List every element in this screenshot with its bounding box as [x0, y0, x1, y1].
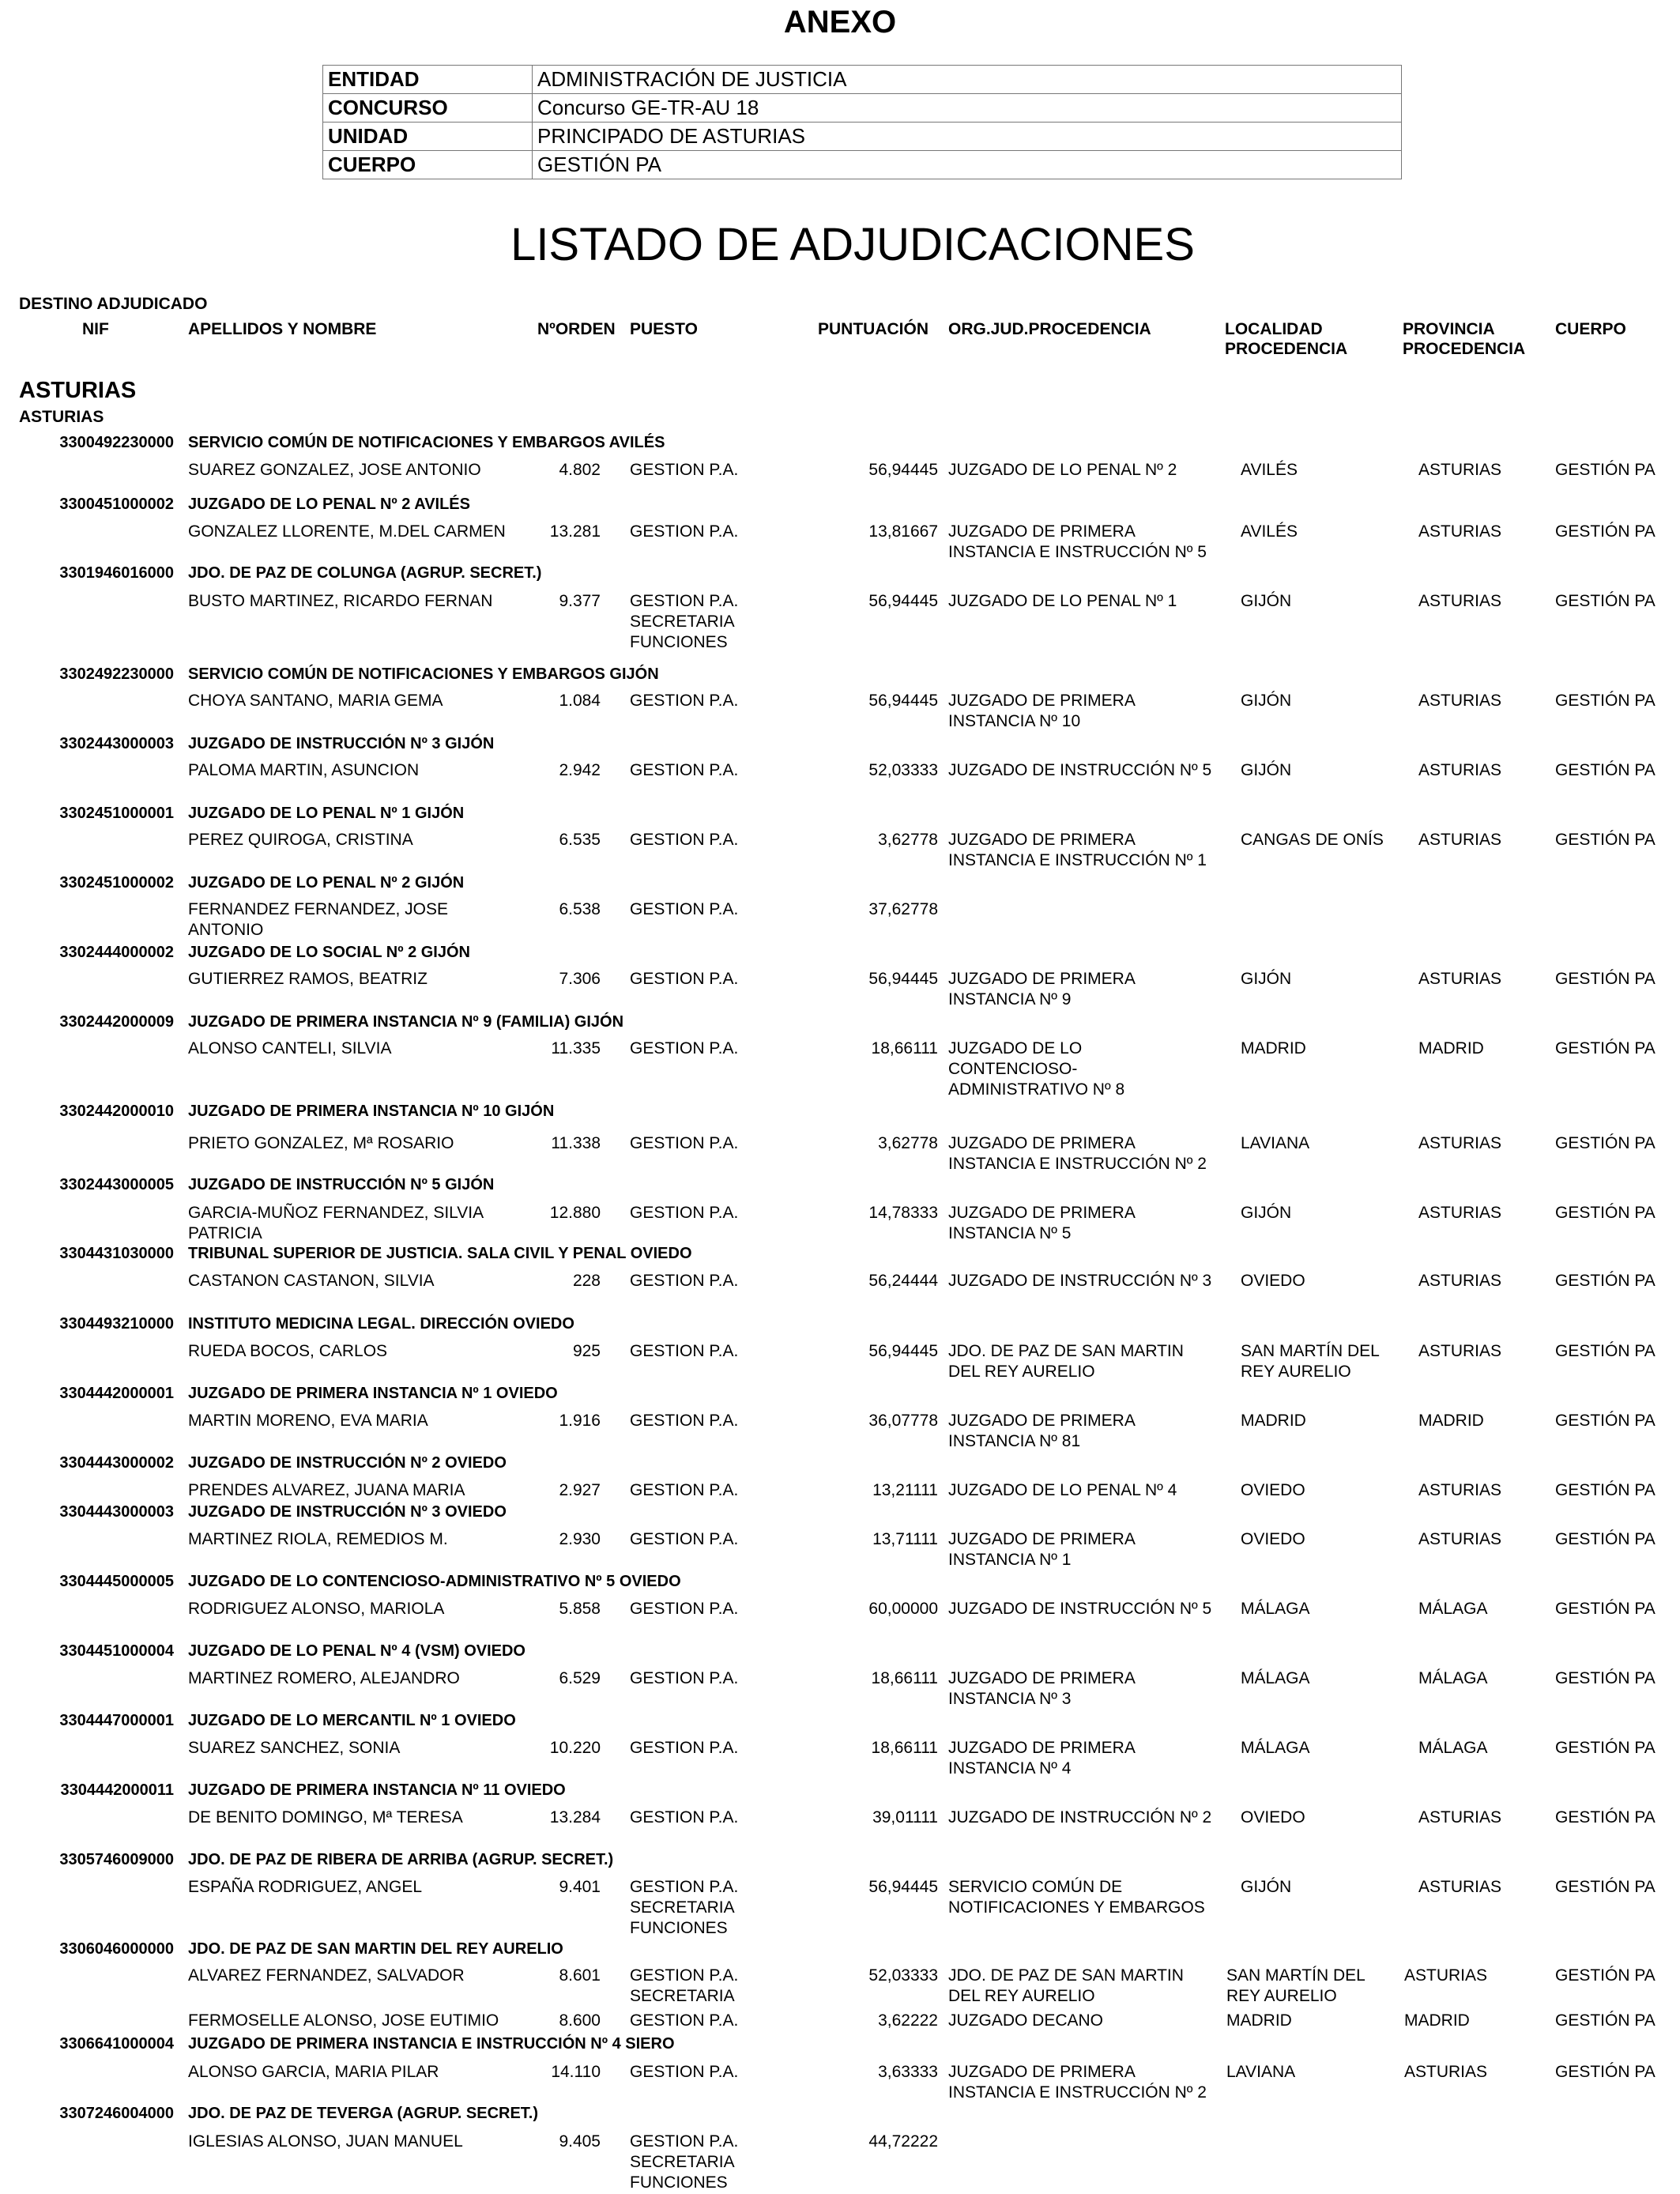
person-cuerpo: GESTIÓN PA	[1555, 831, 1656, 849]
person-name: GARCIA-MUÑOZ FERNANDEZ, SILVIA	[188, 1204, 484, 1222]
person-localidad: MADRID	[1241, 1412, 1306, 1430]
header-provincia	[1403, 319, 1525, 359]
person-puesto: GESTION P.A.	[630, 1272, 739, 1290]
person-orden: 9.401	[559, 1878, 601, 1896]
person-puesto: GESTION P.A.	[630, 1600, 739, 1618]
person-localidad: MÁLAGA	[1241, 1669, 1310, 1687]
person-cuerpo: GESTIÓN PA	[1555, 2011, 1656, 2030]
person-orden: 228	[572, 1272, 601, 1290]
person-org-procedencia: INSTANCIA E INSTRUCCIÓN Nº 2	[948, 2083, 1207, 2102]
person-orden: 4.802	[559, 461, 601, 479]
person-cuerpo: GESTIÓN PA	[1555, 1481, 1656, 1499]
record-destino: JUZGADO DE PRIMERA INSTANCIA Nº 11 OVIEDO	[188, 1781, 566, 1799]
person-cuerpo: GESTIÓN PA	[1555, 592, 1656, 610]
person-provincia: MADRID	[1418, 1039, 1484, 1057]
person-org-procedencia: JUZGADO DECANO	[948, 2011, 1104, 2030]
person-puntuacion: 14,78333	[868, 1204, 938, 1222]
person-org-procedencia: INSTANCIA Nº 9	[948, 990, 1072, 1008]
person-localidad: CANGAS DE ONÍS	[1241, 831, 1384, 849]
person-puesto: SECRETARIA	[630, 1987, 735, 2005]
record-destino: SERVICIO COMÚN DE NOTIFICACIONES Y EMBARGOS AVILÉS	[188, 434, 665, 451]
person-name: PRENDES ALVAREZ, JUANA MARIA	[188, 1481, 465, 1499]
person-org-procedencia: JUZGADO DE PRIMERA	[948, 2063, 1136, 2081]
person-orden: 2.942	[559, 761, 601, 779]
person-name: FERNANDEZ FERNANDEZ, JOSE	[188, 900, 449, 918]
header-nif: NIF	[82, 320, 109, 338]
person-cuerpo: GESTIÓN PA	[1555, 1204, 1656, 1222]
person-puntuacion: 3,62222	[878, 2011, 938, 2030]
person-cuerpo: GESTIÓN PA	[1555, 1412, 1656, 1430]
person-org-procedencia: JUZGADO DE PRIMERA	[948, 522, 1136, 541]
record-code: 3302451000001	[59, 805, 174, 822]
person-localidad: OVIEDO	[1241, 1808, 1305, 1826]
record-code: 3302451000002	[59, 874, 174, 892]
person-name: SUAREZ GONZALEZ, JOSE ANTONIO	[188, 461, 481, 479]
person-localidad: REY AURELIO	[1226, 1987, 1337, 2005]
person-puntuacion: 36,07778	[868, 1412, 938, 1430]
person-cuerpo: GESTIÓN PA	[1555, 1669, 1656, 1687]
person-org-procedencia: JUZGADO DE PRIMERA	[948, 1669, 1136, 1687]
person-puesto: GESTION P.A.	[630, 1739, 739, 1757]
person-orden: 6.529	[559, 1669, 601, 1687]
person-cuerpo: GESTIÓN PA	[1555, 1808, 1656, 1826]
person-cuerpo: GESTIÓN PA	[1555, 1878, 1656, 1896]
header-orden: NºORDEN	[537, 320, 616, 338]
person-cuerpo: GESTIÓN PA	[1555, 1272, 1656, 1290]
person-puntuacion: 3,62778	[878, 831, 938, 849]
person-localidad: MADRID	[1226, 2011, 1292, 2030]
info-label: CUERPO	[323, 151, 533, 179]
person-puntuacion: 56,24444	[868, 1272, 938, 1290]
subregion-heading: ASTURIAS	[19, 408, 104, 426]
person-org-procedencia: JDO. DE PAZ DE SAN MARTIN	[948, 1342, 1184, 1360]
header-destino: DESTINO ADJUDICADO	[19, 295, 208, 313]
record-destino: JUZGADO DE LO PENAL Nº 1 GIJÓN	[188, 805, 465, 822]
person-localidad: OVIEDO	[1241, 1530, 1305, 1548]
record-code: 3302443000005	[59, 1176, 174, 1193]
person-org-procedencia: JUZGADO DE PRIMERA	[948, 1412, 1136, 1430]
person-name: BUSTO MARTINEZ, RICARDO FERNAN	[188, 592, 493, 610]
info-row	[323, 123, 1402, 151]
person-puntuacion: 3,62778	[878, 1134, 938, 1152]
person-org-procedencia: JUZGADO DE INSTRUCCIÓN Nº 5	[948, 761, 1212, 779]
list-title: LISTADO DE ADJUDICACIONES	[510, 219, 1195, 270]
person-orden: 7.306	[559, 970, 601, 988]
person-org-procedencia: JUZGADO DE PRIMERA	[948, 1739, 1136, 1757]
person-puesto: GESTION P.A.	[630, 761, 739, 779]
person-name: PRIETO GONZALEZ, Mª ROSARIO	[188, 1134, 454, 1152]
header-provincia-line: PROCEDENCIA	[1403, 340, 1526, 358]
person-puesto: GESTION P.A.	[630, 1808, 739, 1826]
person-puntuacion: 18,66111	[871, 1669, 938, 1687]
record-code: 3306641000004	[59, 2035, 174, 2053]
person-puesto: GESTION P.A.	[630, 1204, 739, 1222]
header-localidad	[1225, 319, 1347, 359]
person-provincia: ASTURIAS	[1418, 1272, 1502, 1290]
person-name: MARTIN MORENO, EVA MARIA	[188, 1412, 428, 1430]
person-puesto: SECRETARIA	[630, 1898, 735, 1917]
record-code: 3304442000001	[59, 1385, 174, 1402]
person-provincia: ASTURIAS	[1418, 1204, 1502, 1222]
person-provincia: MADRID	[1404, 2011, 1470, 2030]
header-org: ORG.JUD.PROCEDENCIA	[948, 320, 1151, 338]
person-orden: 10.220	[549, 1739, 601, 1757]
person-puesto: GESTION P.A.	[630, 1878, 739, 1896]
record-code: 3300451000002	[59, 496, 174, 513]
person-puesto: GESTION P.A.	[630, 2011, 739, 2030]
person-localidad: GIJÓN	[1241, 761, 1292, 779]
person-orden: 6.535	[559, 831, 601, 849]
region-heading: ASTURIAS	[19, 378, 137, 403]
person-puesto: GESTION P.A.	[630, 1530, 739, 1548]
record-destino: JDO. DE PAZ DE COLUNGA (AGRUP. SECRET.)	[188, 564, 542, 582]
person-puntuacion: 56,94445	[868, 970, 938, 988]
person-orden: 12.880	[549, 1204, 601, 1222]
person-provincia: ASTURIAS	[1418, 1342, 1502, 1360]
record-destino: JUZGADO DE LO MERCANTIL Nº 1 OVIEDO	[188, 1712, 516, 1729]
person-provincia: ASTURIAS	[1418, 692, 1502, 710]
person-org-procedencia: JUZGADO DE PRIMERA	[948, 1204, 1136, 1222]
person-orden: 8.601	[559, 1966, 601, 1985]
person-localidad: SAN MARTÍN DEL	[1226, 1966, 1365, 1985]
person-localidad: AVILÉS	[1241, 461, 1298, 479]
info-row	[323, 94, 1402, 123]
person-name: PATRICIA	[188, 1224, 262, 1242]
person-name: GONZALEZ LLORENTE, M.DEL CARMEN	[188, 522, 506, 541]
record-destino: JUZGADO DE PRIMERA INSTANCIA Nº 10 GIJÓN	[188, 1103, 555, 1120]
record-destino: JUZGADO DE PRIMERA INSTANCIA Nº 1 OVIEDO	[188, 1385, 558, 1402]
person-org-procedencia: JUZGADO DE PRIMERA	[948, 1530, 1136, 1548]
record-code: 3305746009000	[59, 1851, 174, 1868]
person-localidad: LAVIANA	[1226, 2063, 1296, 2081]
info-table	[322, 65, 1402, 179]
record-code: 3304442000011	[60, 1781, 174, 1799]
person-org-procedencia: INSTANCIA Nº 5	[948, 1224, 1072, 1242]
person-puntuacion: 39,01111	[872, 1808, 938, 1826]
person-localidad: MÁLAGA	[1241, 1739, 1310, 1757]
record-destino: JDO. DE PAZ DE RIBERA DE ARRIBA (AGRUP. SECRET.)	[188, 1851, 614, 1868]
person-provincia: ASTURIAS	[1418, 522, 1502, 541]
info-row	[323, 151, 1402, 179]
person-puesto: GESTION P.A.	[630, 1412, 739, 1430]
person-puesto: GESTION P.A.	[630, 831, 739, 849]
person-localidad: REY AURELIO	[1241, 1363, 1351, 1381]
person-orden: 2.930	[559, 1530, 601, 1548]
person-puntuacion: 56,94445	[868, 1342, 938, 1360]
person-name: MARTINEZ RIOLA, REMEDIOS M.	[188, 1530, 448, 1548]
person-orden: 9.405	[559, 2132, 601, 2151]
person-provincia: ASTURIAS	[1418, 1808, 1502, 1826]
person-cuerpo: GESTIÓN PA	[1555, 461, 1656, 479]
info-label: CONCURSO	[323, 94, 533, 123]
info-label: UNIDAD	[323, 123, 533, 151]
person-cuerpo: GESTIÓN PA	[1555, 1342, 1656, 1360]
person-provincia: ASTURIAS	[1418, 970, 1502, 988]
person-puesto: GESTION P.A.	[630, 970, 739, 988]
record-destino: JUZGADO DE LO PENAL Nº 4 (VSM) OVIEDO	[188, 1642, 525, 1660]
header-puntuacion: PUNTUACIÓN	[818, 320, 929, 338]
person-provincia: ASTURIAS	[1418, 1878, 1502, 1896]
person-org-procedencia: INSTANCIA E INSTRUCCIÓN Nº 1	[948, 851, 1207, 869]
person-provincia: ASTURIAS	[1418, 831, 1502, 849]
person-localidad: LAVIANA	[1241, 1134, 1310, 1152]
page-title: ANEXO	[783, 5, 897, 40]
person-name: MARTINEZ ROMERO, ALEJANDRO	[188, 1669, 460, 1687]
person-puntuacion: 52,03333	[868, 761, 938, 779]
person-localidad: MADRID	[1241, 1039, 1306, 1057]
record-destino: JDO. DE PAZ DE TEVERGA (AGRUP. SECRET.)	[188, 2105, 539, 2122]
record-destino: JUZGADO DE LO CONTENCIOSO-ADMINISTRATIVO Nº 5 OVIEDO	[188, 1573, 681, 1590]
person-orden: 925	[572, 1342, 601, 1360]
record-destino: JUZGADO DE LO SOCIAL Nº 2 GIJÓN	[188, 944, 470, 961]
person-puesto: GESTION P.A.	[630, 692, 739, 710]
record-destino: JUZGADO DE INSTRUCCIÓN Nº 3 OVIEDO	[188, 1503, 507, 1521]
person-puntuacion: 44,72222	[868, 2132, 938, 2151]
person-org-procedencia: INSTANCIA Nº 10	[948, 712, 1081, 730]
person-puntuacion: 56,94445	[868, 692, 938, 710]
person-orden: 1.916	[559, 1412, 601, 1430]
person-org-procedencia: JUZGADO DE PRIMERA	[948, 831, 1136, 849]
person-puesto: FUNCIONES	[630, 1919, 728, 1937]
info-value: GESTIÓN PA	[533, 151, 1402, 179]
person-puesto: GESTION P.A.	[630, 2132, 739, 2151]
record-code: 3307246004000	[59, 2105, 174, 2122]
person-puesto: GESTION P.A.	[630, 1342, 739, 1360]
person-org-procedencia: JUZGADO DE INSTRUCCIÓN Nº 3	[948, 1272, 1212, 1290]
person-puntuacion: 13,81667	[868, 522, 938, 541]
person-puesto: GESTION P.A.	[630, 461, 739, 479]
person-puntuacion: 37,62778	[868, 900, 938, 918]
person-puntuacion: 13,21111	[872, 1481, 938, 1499]
person-orden: 2.927	[559, 1481, 601, 1499]
person-puntuacion: 3,63333	[878, 2063, 938, 2081]
person-org-procedencia: JUZGADO DE PRIMERA	[948, 692, 1136, 710]
person-org-procedencia: INSTANCIA Nº 1	[948, 1551, 1072, 1569]
person-puesto: GESTION P.A.	[630, 900, 739, 918]
record-destino: JUZGADO DE INSTRUCCIÓN Nº 3 GIJÓN	[188, 735, 495, 752]
person-provincia: MÁLAGA	[1418, 1739, 1488, 1757]
person-orden: 11.335	[551, 1039, 601, 1057]
person-puntuacion: 56,94445	[868, 1878, 938, 1896]
record-code: 3302442000009	[59, 1013, 174, 1031]
record-code: 3304451000004	[59, 1642, 174, 1660]
header-puesto: PUESTO	[630, 320, 698, 338]
person-puntuacion: 52,03333	[868, 1966, 938, 1985]
record-destino: JUZGADO DE PRIMERA INSTANCIA Nº 9 (FAMILIA) GIJÓN	[188, 1013, 624, 1031]
person-orden: 9.377	[559, 592, 601, 610]
person-puntuacion: 18,66111	[871, 1039, 938, 1057]
person-name: CHOYA SANTANO, MARIA GEMA	[188, 692, 443, 710]
person-name: CASTANON CASTANON, SILVIA	[188, 1272, 435, 1290]
person-localidad: GIJÓN	[1241, 970, 1292, 988]
person-org-procedencia: JUZGADO DE LO PENAL Nº 4	[948, 1481, 1177, 1499]
record-destino: JDO. DE PAZ DE SAN MARTIN DEL REY AURELIO	[188, 1940, 563, 1958]
person-puntuacion: 18,66111	[871, 1739, 938, 1757]
person-org-procedencia: JUZGADO DE LO PENAL Nº 1	[948, 592, 1177, 610]
person-puesto: GESTION P.A.	[630, 1134, 739, 1152]
person-org-procedencia: JUZGADO DE PRIMERA	[948, 1134, 1136, 1152]
record-destino: INSTITUTO MEDICINA LEGAL. DIRECCIÓN OVIEDO	[188, 1315, 574, 1333]
person-cuerpo: GESTIÓN PA	[1555, 522, 1656, 541]
person-provincia: ASTURIAS	[1418, 461, 1502, 479]
person-org-procedencia: INSTANCIA E INSTRUCCIÓN Nº 5	[948, 543, 1207, 561]
person-cuerpo: GESTIÓN PA	[1555, 1739, 1656, 1757]
person-provincia: ASTURIAS	[1404, 1966, 1488, 1985]
person-cuerpo: GESTIÓN PA	[1555, 2063, 1656, 2081]
person-localidad: GIJÓN	[1241, 1878, 1292, 1896]
person-localidad: GIJÓN	[1241, 1204, 1292, 1222]
person-provincia: ASTURIAS	[1418, 592, 1502, 610]
person-orden: 13.284	[549, 1808, 601, 1826]
person-localidad: OVIEDO	[1241, 1272, 1305, 1290]
person-name: ANTONIO	[188, 921, 264, 939]
person-localidad: MÁLAGA	[1241, 1600, 1310, 1618]
record-code: 3304431030000	[59, 1245, 174, 1262]
record-code: 3302444000002	[59, 944, 174, 961]
person-org-procedencia: DEL REY AURELIO	[948, 1987, 1095, 2005]
person-puntuacion: 56,94445	[868, 592, 938, 610]
person-localidad: AVILÉS	[1241, 522, 1298, 541]
record-destino: JUZGADO DE INSTRUCCIÓN Nº 2 OVIEDO	[188, 1454, 507, 1472]
person-org-procedencia: ADMINISTRATIVO Nº 8	[948, 1080, 1125, 1099]
header-cuerpo: CUERPO	[1555, 320, 1626, 338]
person-puesto: GESTION P.A.	[630, 522, 739, 541]
person-cuerpo: GESTIÓN PA	[1555, 1039, 1656, 1057]
person-name: SUAREZ SANCHEZ, SONIA	[188, 1739, 401, 1757]
person-org-procedencia: JDO. DE PAZ DE SAN MARTIN	[948, 1966, 1184, 1985]
person-puntuacion: 60,00000	[868, 1600, 938, 1618]
person-name: GUTIERREZ RAMOS, BEATRIZ	[188, 970, 428, 988]
person-puntuacion: 56,94445	[868, 461, 938, 479]
person-orden: 5.858	[559, 1600, 601, 1618]
person-provincia: ASTURIAS	[1404, 2063, 1488, 2081]
record-code: 3302443000003	[59, 735, 174, 752]
record-destino: TRIBUNAL SUPERIOR DE JUSTICIA. SALA CIVIL Y PENAL OVIEDO	[188, 1245, 692, 1262]
person-name: ALONSO CANTELI, SILVIA	[188, 1039, 392, 1057]
person-org-procedencia: INSTANCIA Nº 81	[948, 1432, 1081, 1450]
person-org-procedencia: JUZGADO DE LO PENAL Nº 2	[948, 461, 1177, 479]
person-name: ALONSO GARCIA, MARIA PILAR	[188, 2063, 439, 2081]
record-destino: JUZGADO DE LO PENAL Nº 2 GIJÓN	[188, 874, 465, 892]
person-puesto: GESTION P.A.	[630, 1966, 739, 1985]
record-destino: JUZGADO DE PRIMERA INSTANCIA E INSTRUCCIÓN Nº 4 SIERO	[188, 2035, 675, 2053]
person-provincia: MÁLAGA	[1418, 1669, 1488, 1687]
person-cuerpo: GESTIÓN PA	[1555, 692, 1656, 710]
person-puntuacion: 13,71111	[872, 1530, 938, 1548]
record-code: 3302442000010	[59, 1103, 174, 1120]
header-nombre: APELLIDOS Y NOMBRE	[188, 320, 377, 338]
person-puesto: GESTION P.A.	[630, 1039, 739, 1057]
person-puesto: GESTION P.A.	[630, 592, 739, 610]
info-value: ADMINISTRACIÓN DE JUSTICIA	[533, 66, 1402, 94]
person-orden: 11.338	[551, 1134, 601, 1152]
info-value: Concurso GE-TR-AU 18	[533, 94, 1402, 123]
info-label: ENTIDAD	[323, 66, 533, 94]
record-code: 3304493210000	[59, 1315, 174, 1333]
person-orden: 13.281	[549, 522, 601, 541]
person-org-procedencia: JUZGADO DE INSTRUCCIÓN Nº 5	[948, 1600, 1212, 1618]
header-localidad-line: PROCEDENCIA	[1225, 340, 1348, 358]
person-name: IGLESIAS ALONSO, JUAN MANUEL	[188, 2132, 463, 2151]
person-name: FERMOSELLE ALONSO, JOSE EUTIMIO	[188, 2011, 499, 2030]
record-code: 3306046000000	[59, 1940, 174, 1958]
record-destino: SERVICIO COMÚN DE NOTIFICACIONES Y EMBARGOS GIJÓN	[188, 665, 659, 683]
person-cuerpo: GESTIÓN PA	[1555, 1134, 1656, 1152]
person-orden: 1.084	[559, 692, 601, 710]
person-org-procedencia: JUZGADO DE PRIMERA	[948, 970, 1136, 988]
person-org-procedencia: INSTANCIA Nº 3	[948, 1690, 1072, 1708]
person-name: RODRIGUEZ ALONSO, MARIOLA	[188, 1600, 445, 1618]
person-localidad: OVIEDO	[1241, 1481, 1305, 1499]
record-code: 3304447000001	[59, 1712, 174, 1729]
person-org-procedencia: INSTANCIA E INSTRUCCIÓN Nº 2	[948, 1155, 1207, 1173]
person-puesto: SECRETARIA	[630, 2153, 735, 2171]
person-name: PEREZ QUIROGA, CRISTINA	[188, 831, 413, 849]
person-org-procedencia: JUZGADO DE LO	[948, 1039, 1083, 1057]
person-cuerpo: GESTIÓN PA	[1555, 1600, 1656, 1618]
header-provincia-line: PROVINCIA	[1403, 320, 1495, 338]
person-puesto: GESTION P.A.	[630, 1481, 739, 1499]
person-name: PALOMA MARTIN, ASUNCION	[188, 761, 420, 779]
info-value: PRINCIPADO DE ASTURIAS	[533, 123, 1402, 151]
person-provincia: ASTURIAS	[1418, 1134, 1502, 1152]
person-org-procedencia: INSTANCIA Nº 4	[948, 1759, 1072, 1777]
person-org-procedencia: SERVICIO COMÚN DE	[948, 1878, 1123, 1896]
person-cuerpo: GESTIÓN PA	[1555, 970, 1656, 988]
person-orden: 14.110	[551, 2063, 601, 2081]
person-puesto: GESTION P.A.	[630, 1669, 739, 1687]
person-puesto: FUNCIONES	[630, 2173, 728, 2192]
record-code: 3300492230000	[59, 434, 174, 451]
person-cuerpo: GESTIÓN PA	[1555, 761, 1656, 779]
record-code: 3304445000005	[59, 1573, 174, 1590]
person-provincia: ASTURIAS	[1418, 1481, 1502, 1499]
person-org-procedencia: CONTENCIOSO-	[948, 1060, 1078, 1078]
record-destino: JUZGADO DE LO PENAL Nº 2 AVILÉS	[188, 496, 470, 513]
record-code: 3304443000002	[59, 1454, 174, 1472]
person-org-procedencia: DEL REY AURELIO	[948, 1363, 1095, 1381]
info-row	[323, 66, 1402, 94]
person-name: RUEDA BOCOS, CARLOS	[188, 1342, 388, 1360]
person-localidad: SAN MARTÍN DEL	[1241, 1342, 1380, 1360]
person-name: DE BENITO DOMINGO, Mª TERESA	[188, 1808, 463, 1826]
record-code: 3301946016000	[59, 564, 174, 582]
person-provincia: MADRID	[1418, 1412, 1484, 1430]
person-org-procedencia: NOTIFICACIONES Y EMBARGOS	[948, 1898, 1205, 1917]
person-orden: 8.600	[559, 2011, 601, 2030]
person-localidad: GIJÓN	[1241, 692, 1292, 710]
person-provincia: MÁLAGA	[1418, 1600, 1488, 1618]
person-orden: 6.538	[559, 900, 601, 918]
person-cuerpo: GESTIÓN PA	[1555, 1530, 1656, 1548]
person-name: ALVAREZ FERNANDEZ, SALVADOR	[188, 1966, 465, 1985]
person-cuerpo: GESTIÓN PA	[1555, 1966, 1656, 1985]
header-localidad-line: LOCALIDAD	[1225, 320, 1323, 338]
person-localidad: GIJÓN	[1241, 592, 1292, 610]
person-org-procedencia: JUZGADO DE INSTRUCCIÓN Nº 2	[948, 1808, 1212, 1826]
person-puesto: FUNCIONES	[630, 633, 728, 651]
person-puesto: SECRETARIA	[630, 613, 735, 631]
person-puesto: GESTION P.A.	[630, 2063, 739, 2081]
person-name: ESPAÑA RODRIGUEZ, ANGEL	[188, 1878, 423, 1896]
person-provincia: ASTURIAS	[1418, 1530, 1502, 1548]
person-provincia: ASTURIAS	[1418, 761, 1502, 779]
record-code: 3304443000003	[59, 1503, 174, 1521]
record-code: 3302492230000	[59, 665, 174, 683]
record-destino: JUZGADO DE INSTRUCCIÓN Nº 5 GIJÓN	[188, 1176, 495, 1193]
